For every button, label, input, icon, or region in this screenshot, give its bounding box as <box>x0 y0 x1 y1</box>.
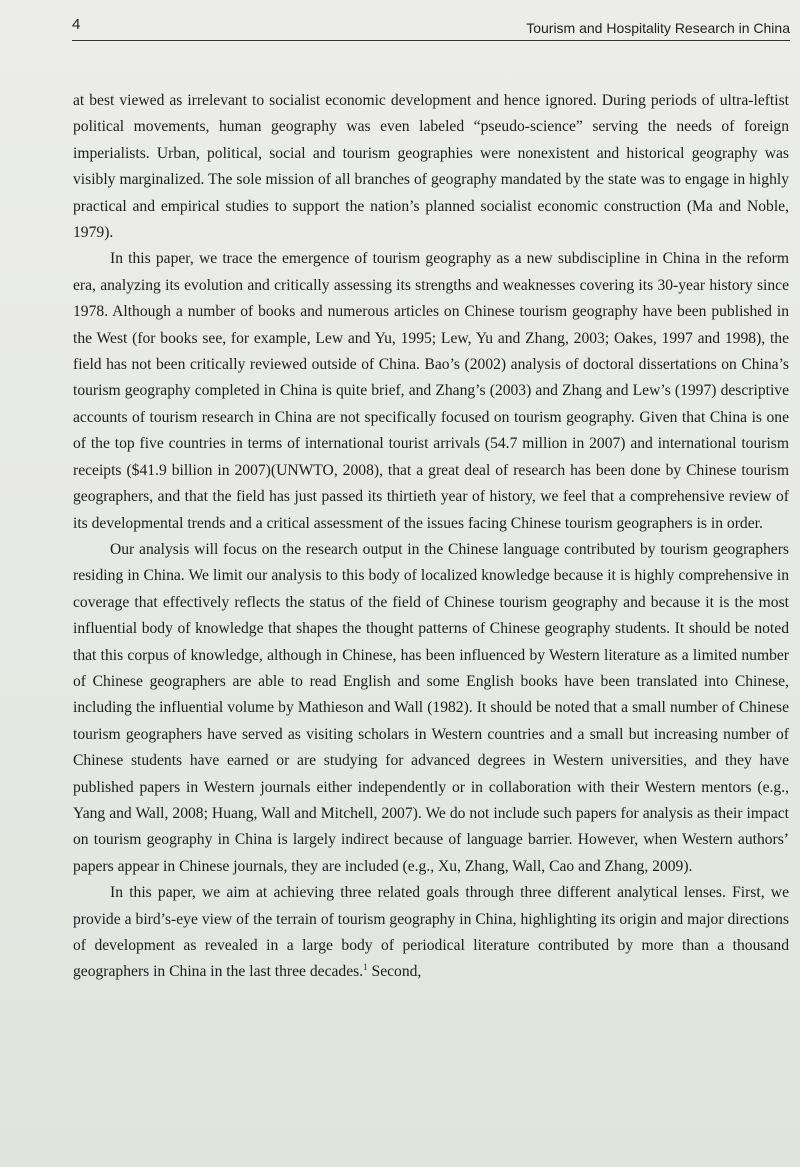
paragraph-4 <box>73 880 789 986</box>
running-head: Tourism and Hospitality Research in China <box>526 20 790 36</box>
page-number: 4 <box>72 16 81 33</box>
paragraph-2: In this paper, we trace the emergence of tourism geography as a new subdiscipline in China in the reform era, analyzing its evolution and critically assessing its strengths and weaknesses covering its 30-year history since 1978. Although a number of books and numerous articles on Chinese tourism geography have been published in the West (for books see, for example, Lew and Yu, 1995; Lew, Yu and Zhang, 2003; Oakes, 1997 and 1998), the field has not been critically reviewed outside of China. Bao’s (2002) analysis of doctoral dissertations on China’s tourism geography completed in China is quite brief, and Zhang’s (2003) and Zhang and Lew’s (1997) descriptive accounts of tourism research in China are not specifically focused on tourism geography. Given that China is one of the top five countries in terms of international tourist arrivals (54.7 million in 2007) and international tourism receipts ($41.9 billion in 2007)(UNWTO, 2008), that a great deal of research has been done by Chinese tourism geographers, and that the field has just passed its thirtieth year of history, we feel that a comprehensive review of its developmental trends and a critical assessment of the issues facing Chinese tourism geographers is in order. <box>73 250 789 532</box>
header-rule <box>72 40 790 41</box>
body-text <box>73 88 789 986</box>
paragraph-3: Our analysis will focus on the research output in the Chinese language contributed by tourism geographers residing in China. We limit our analysis to this body of localized knowledge because it is highly comprehensive in coverage that effectively reflects the status of the field of Chinese tourism geography and because it is the most influential body of knowledge that shapes the thought patterns of Chinese geography students. It should be noted that this corpus of knowledge, although in Chinese, has been influenced by Western literature as a limited number of Chinese geographers are able to read English and some English books have been translated into Chinese, including the influential volume by Mathieson and Wall (1982). It should be noted that a small number of Chinese tourism geographers have served as visiting scholars in Western countries and a small but increasing number of Chinese students have earned or are studying for advanced degrees in Western universities, and they have published papers in Western journals either independently or in collaboration with their Western mentors (e.g., Yang and Wall, 2008; Huang, Wall and Mitchell, 2007). We do not include such papers for analysis as their impact on tourism geography in China is largely indirect because of language barrier. However, when Western authors’ papers appear in Chinese journals, they are included (e.g., Xu, Zhang, Wall, Cao and Zhang, 2009). <box>73 540 789 875</box>
footnote-marker[interactable]: 1 <box>363 962 368 973</box>
paragraph-4-tail: Second, <box>367 963 422 981</box>
paragraph-1: at best viewed as irrelevant to socialist economic development and hence ignored. During periods of ultra-leftist political movements, human geography was even labeled “pseudo-science” serving the needs of foreign imperialists. Urban, political, social and tourism geographies were nonexistent and historical geography was visibly marginalized. The sole mission of all branches of geography mandated by the state was to engage in highly practical and empirical studies to support the nation’s planned socialist economic construction (Ma and Noble, 1979). <box>73 92 789 242</box>
page-header <box>72 14 790 40</box>
paragraph-4-text: In this paper, we aim at achieving three related goals through three different analytical lenses. First, we provide a bird’s-eye view of the terrain of tourism geography in China, highlighting its origin and major directions of development as revealed in a large body of periodical literature contributed by more than a thousand geographers in China in the last three decades. <box>73 884 789 981</box>
